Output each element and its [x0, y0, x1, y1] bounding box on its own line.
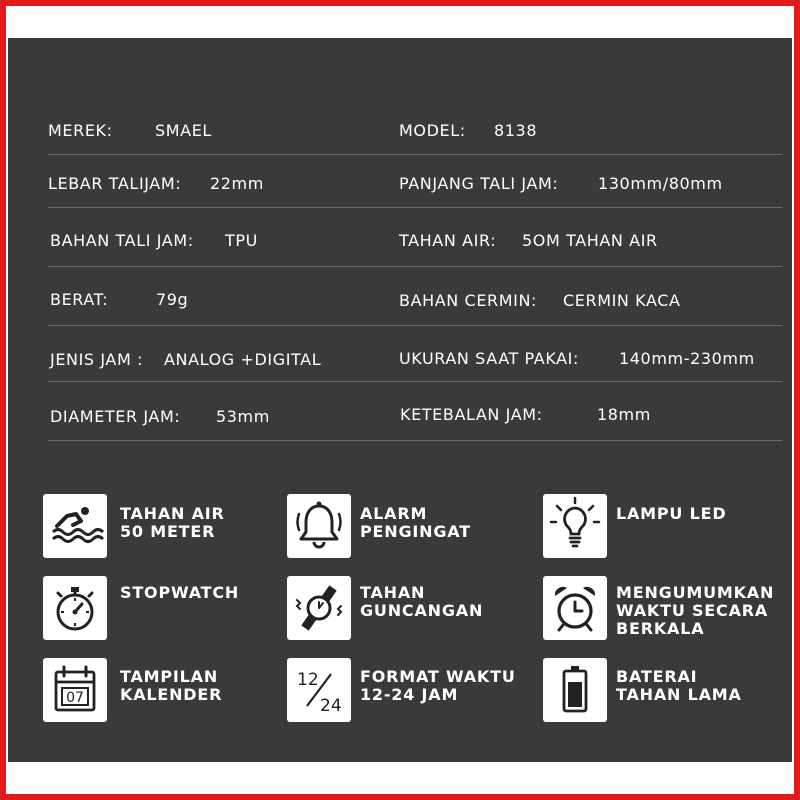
feature-shock-line2: GUNCANGAN [360, 601, 484, 620]
weight-value: 79g [156, 290, 189, 309]
bell-icon [287, 494, 351, 558]
watch-type-label: JENIS JAM : [50, 350, 144, 369]
feature-calendar-line1: TAMPILAN [120, 667, 219, 686]
feature-chime-label [616, 584, 774, 638]
feature-shock-line1: TAHAN [360, 583, 426, 602]
feature-chime-line2: WAKTU SECARA [616, 601, 769, 620]
shock-watch-icon [287, 576, 351, 640]
feature-battery-label [616, 668, 742, 704]
feature-timeformat-line2: 12-24 JAM [360, 685, 459, 704]
row-divider [48, 154, 782, 155]
row-divider [48, 381, 782, 382]
time-format-24: 24 [320, 696, 342, 716]
feature-chime-line3: BERKALA [616, 619, 705, 638]
brand-value: SMAEL [155, 121, 212, 140]
thickness-value: 18mm [597, 405, 651, 424]
mirror-material-value: CERMIN KACA [563, 291, 681, 310]
feature-led-line1: LAMPU LED [616, 504, 727, 523]
time-format-icon [287, 658, 351, 722]
calendar-day: 07 [66, 690, 84, 706]
feature-calendar-line2: KALENDER [120, 685, 223, 704]
feature-tile-led [543, 494, 607, 558]
feature-tile-stopwatch [43, 576, 107, 640]
diameter-label: DIAMETER JAM: [50, 407, 181, 426]
alarm-clock-icon [543, 576, 607, 640]
feature-timeformat-label [360, 668, 516, 704]
feature-tile-water [43, 494, 107, 558]
feature-tile-timeformat [287, 658, 351, 722]
feature-water-line2: 50 METER [120, 522, 216, 541]
feature-water-line1: TAHAN AIR [120, 504, 225, 523]
feature-alarm-label [360, 505, 471, 541]
strap-material-label: BAHAN TALI JAM: [50, 231, 194, 250]
feature-battery-line2: TAHAN LAMA [616, 685, 742, 704]
strap-width-label: LEBAR TALIJAM: [48, 174, 182, 193]
model-value: 8138 [494, 121, 538, 140]
feature-tile-chime [543, 576, 607, 640]
swimmer-icon [43, 494, 107, 558]
row-divider [48, 440, 782, 441]
feature-led-label [616, 505, 726, 523]
row-divider [48, 266, 782, 267]
feature-tile-alarm [287, 494, 351, 558]
feature-timeformat-line1: FORMAT WAKTU [360, 667, 516, 686]
spec-panel [8, 38, 792, 762]
wear-size-value: 140mm-230mm [619, 349, 755, 368]
wear-size-label: UKURAN SAAT PAKAI: [399, 349, 579, 368]
time-format-12: 12 [297, 670, 319, 690]
feature-tile-calendar [43, 658, 107, 722]
feature-calendar-label [120, 668, 222, 704]
stopwatch-icon [43, 576, 107, 640]
feature-battery-line1: BATERAI [616, 667, 698, 686]
row-divider [48, 325, 782, 326]
calendar-icon [43, 658, 107, 722]
feature-chime-line1: MENGUMUMKAN [616, 583, 775, 602]
row-divider [48, 207, 782, 208]
mirror-material-label: BAHAN CERMIN: [399, 291, 538, 310]
water-resistance-value: 5OM TAHAN AIR [522, 231, 658, 250]
brand-label: MEREK: [48, 121, 113, 140]
thickness-label: KETEBALAN JAM: [400, 405, 543, 424]
feature-stopwatch-line1: STOPWATCH [120, 583, 240, 602]
weight-label: BERAT: [50, 290, 109, 309]
feature-tile-shock [287, 576, 351, 640]
watch-type-value: ANALOG +DIGITAL [164, 350, 322, 369]
feature-tile-battery [543, 658, 607, 722]
strap-length-label: PANJANG TALI JAM: [399, 174, 559, 193]
feature-alarm-line1: ALARM [360, 504, 428, 523]
feature-shock-label [360, 584, 483, 620]
feature-stopwatch-label [120, 584, 239, 602]
feature-water-label [120, 505, 225, 541]
diameter-value: 53mm [216, 407, 270, 426]
feature-alarm-line2: PENGINGAT [360, 522, 471, 541]
lightbulb-icon [543, 494, 607, 558]
strap-material-value: TPU [225, 231, 258, 250]
battery-icon [543, 658, 607, 722]
model-label: MODEL: [399, 121, 466, 140]
water-resistance-label: TAHAN AIR: [399, 231, 497, 250]
strap-length-value: 130mm/80mm [598, 174, 723, 193]
strap-width-value: 22mm [210, 174, 264, 193]
